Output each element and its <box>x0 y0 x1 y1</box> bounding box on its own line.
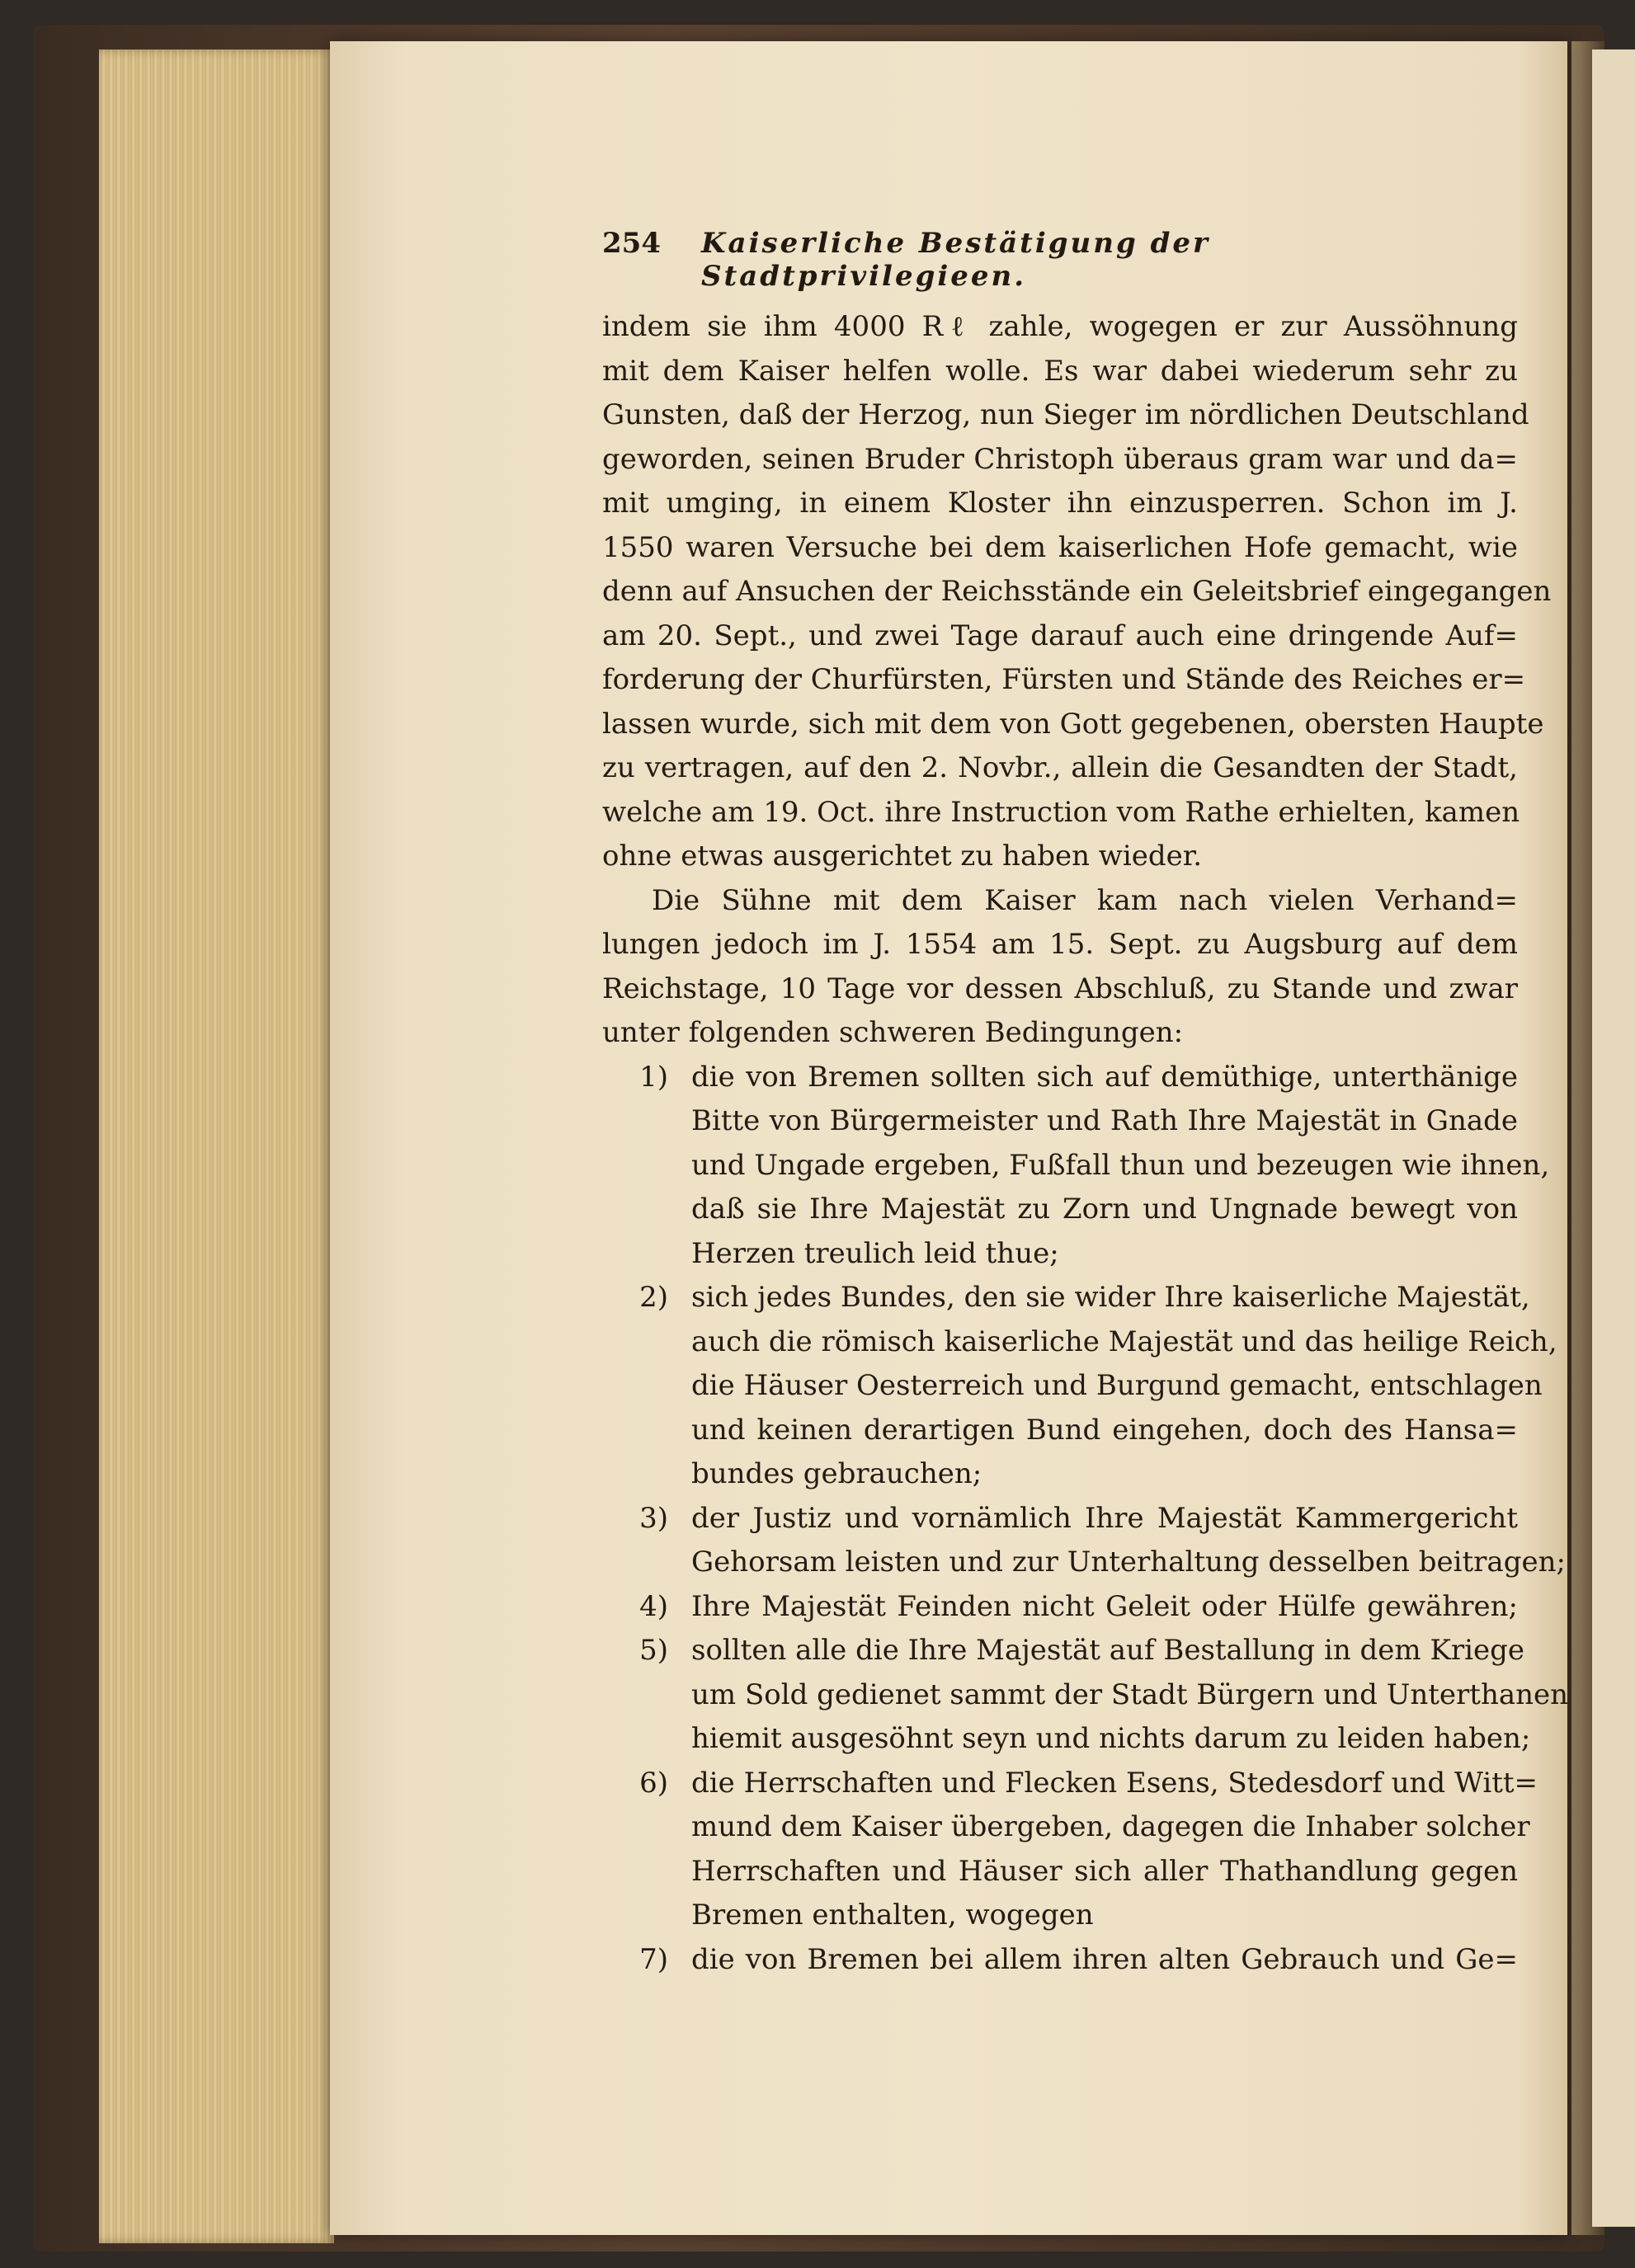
text-line: Bremen enthalten, wogegen <box>691 1899 1094 1932</box>
list-number: 3) <box>639 1501 668 1535</box>
text-line: Reichstage, 10 Tage vor dessen Abschluß, zu Stande und zwar <box>602 972 1518 1005</box>
list-number: 4) <box>639 1589 668 1623</box>
text-line: die Herrschaften und Flecken Esens, Stedesdorf und Witt= <box>691 1766 1538 1800</box>
text-line: welche am 19. Oct. ihre Instruction vom Rathe erhielten, kamen <box>602 795 1520 829</box>
text-line: Gunsten, daß der Herzog, nun Sieger im nördlichen Deutschland <box>602 398 1529 431</box>
list-number: 1) <box>639 1060 668 1094</box>
list-item-1 <box>602 1056 1550 1277</box>
text-line: ohne etwas ausgerichtet zu haben wieder. <box>602 840 1203 873</box>
text-line: mit umging, in einem Kloster ihn einzusperren. Schon im J. <box>602 487 1518 520</box>
text-line: und keinen derartigen Bund eingehen, doch des Hansa= <box>691 1413 1518 1447</box>
text-line: mit dem Kaiser helfen wolle. Es war dabei wiederum sehr zu <box>602 354 1518 388</box>
text-line: unter folgenden schweren Bedingungen: <box>602 1016 1184 1049</box>
text-line: der Justiz und vornämlich Ihre Majestät Kammergericht <box>691 1501 1518 1535</box>
text-line: denn auf Ansuchen der Reichsstände ein Geleitsbrief eingegangen <box>602 575 1552 608</box>
text-line: lungen jedoch im J. 1554 am 15. Sept. zu Augsburg auf dem <box>602 928 1518 961</box>
text-line: Die Sühne mit dem Kaiser kam nach vielen Verhand= <box>652 883 1518 917</box>
list-item-3 <box>602 1497 1566 1585</box>
text-line: die Häuser Oesterreich und Burgund gemacht, entschlagen <box>691 1369 1543 1402</box>
page-header <box>602 227 1435 293</box>
list-item-6 <box>602 1762 1538 1938</box>
page-fore-edge <box>99 49 334 2243</box>
page-text <box>602 305 1569 1982</box>
text-line: auch die römisch kaiserliche Majestät und das heilige Reich, <box>691 1325 1557 1358</box>
text-line: die von Bremen sollten sich auf demüthige, unterthänige <box>691 1060 1518 1094</box>
text-line: die von Bremen bei allem ihren alten Gebrauch und Ge= <box>691 1942 1518 1976</box>
text-line: und Ungade ergeben, Fußfall thun und bezeugen wie ihnen, <box>691 1148 1550 1182</box>
list-number: 2) <box>639 1281 668 1314</box>
list-item-5 <box>602 1629 1569 1762</box>
text-line: Bitte von Bürgermeister und Rath Ihre Majestät in Gnade <box>691 1104 1518 1137</box>
text-line: geworden, seinen Bruder Christoph überaus gram war und da= <box>602 442 1518 476</box>
text-line: bundes gebrauchen; <box>691 1457 982 1490</box>
text-line: hiemit ausgesöhnt seyn und nichts darum zu leiden haben; <box>691 1722 1531 1755</box>
text-line: zu vertragen, auf den 2. Novbr., allein die Gesandten der Stadt, <box>602 751 1518 784</box>
text-line: am 20. Sept., und zwei Tage darauf auch eine dringende Auf= <box>602 619 1518 652</box>
paragraph-1 <box>602 305 1552 879</box>
list-item-2 <box>602 1276 1557 1497</box>
text-line: um Sold gedienet sammt der Stadt Bürgern und Unterthanen <box>691 1677 1569 1711</box>
text-line: lassen wurde, sich mit dem von Gott gegebenen, obersten Haupte <box>602 707 1544 741</box>
text-line: sich jedes Bundes, den sie wider Ihre kaiserliche Majestät, <box>691 1281 1530 1314</box>
page-number: 254 <box>602 227 661 260</box>
list-number: 5) <box>639 1634 668 1667</box>
paragraph-2 <box>602 879 1518 1056</box>
text-line: sollten alle die Ihre Majestät auf Bestallung in dem Kriege <box>691 1634 1524 1667</box>
text-line: forderung der Churfürsten, Fürsten und Stände des Reiches er= <box>602 663 1526 696</box>
text-line: Gehorsam leisten und zur Unterhaltung desselben beitragen; <box>691 1546 1566 1579</box>
running-title: Kaiserliche Bestätigung der Stadtprivilegieen. <box>701 227 1210 293</box>
list-number: 6) <box>639 1766 668 1800</box>
list-number: 7) <box>639 1942 668 1976</box>
text-line: Herrschaften und Häuser sich aller Thathandlung gegen <box>691 1854 1518 1888</box>
text-line: Herzen treulich leid thue; <box>691 1236 1059 1270</box>
text-line: 1550 waren Versuche bei dem kaiserlichen Hofe gemacht, wie <box>602 530 1518 564</box>
text-line: daß sie Ihre Majestät zu Zorn und Ungnade bewegt von <box>691 1193 1518 1226</box>
text-line: Ihre Majestät Feinden nicht Geleit oder Hülfe gewähren; <box>691 1589 1518 1623</box>
facing-page-edge <box>1592 49 1635 2227</box>
text-line: indem sie ihm 4000 Rℓ zahle, wogegen er zur Aussöhnung <box>602 310 1518 343</box>
list-item-4 <box>602 1585 1518 1630</box>
text-line: mund dem Kaiser übergeben, dagegen die Inhaber solcher <box>691 1810 1530 1843</box>
list-item-7 <box>602 1938 1518 1983</box>
